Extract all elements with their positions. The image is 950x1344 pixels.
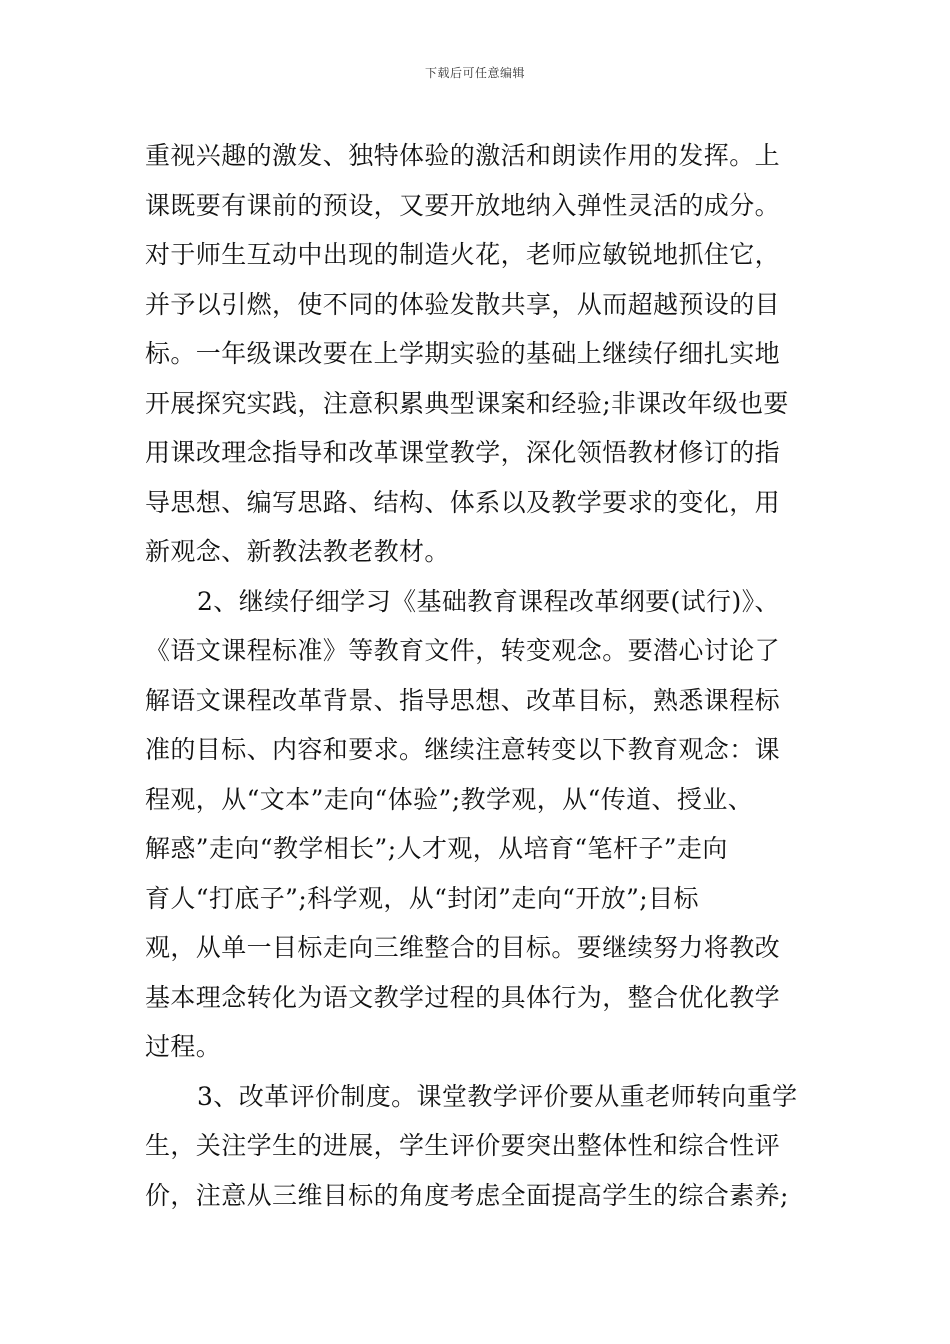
text-line: 准的目标、内容和要求。继续注意转变以下教育观念：课: [145, 735, 781, 764]
text-line: 开展探究实践，注意积累典型课案和经验;非课改年级也要: [145, 388, 789, 418]
text-line: 导思想、编写思路、结构、体系以及教学要求的变化，用: [145, 487, 781, 517]
document-body: [145, 131, 810, 1220]
text-line: 价，注意从三维目标的角度考虑全面提高学生的综合素养;: [145, 1180, 789, 1210]
text-line: 重视兴趣的激发、独特体验的激活和朗读作用的发挥。上: [145, 141, 781, 170]
text-line: 对于师生互动中出现的制造火花，老师应敏锐地抓住它，: [145, 240, 781, 269]
text-line: 育人“打底子”;科学观，从“封闭”走向“开放”;目标: [145, 883, 699, 913]
text-line: 《语文课程标准》等教育文件，转变观念。要潜心讨论了: [145, 636, 781, 665]
text-line: 课既要有课前的预设，又要开放地纳入弹性灵活的成分。: [145, 190, 781, 220]
text-line: 过程。: [145, 1032, 222, 1061]
text-line: 观，从单一目标走向三维整合的目标。要继续努力将教改: [145, 933, 781, 962]
text-line: 解惑”走向“教学相长”;人才观，从培育“笔杆子”走向: [145, 834, 728, 863]
paragraph-3-first-line: 3、改革评价制度。课堂教学评价要从重老师转向重学: [197, 1081, 798, 1111]
text-line: 用课改理念指导和改革课堂教学，深化领悟教材修订的指: [145, 438, 781, 467]
text-line: 基本理念转化为语文教学过程的具体行为，整合优化教学: [145, 982, 781, 1012]
text-line: 程观，从“文本”走向“体验”;教学观，从“传道、授业、: [145, 784, 754, 814]
text-line: 标。一年级课改要在上学期实验的基础上继续仔细扎实地: [145, 339, 781, 368]
paragraph-2-first-line: 2、继续仔细学习《基础教育课程改革纲要(试行)》、: [197, 586, 780, 616]
page-header: 下载后可任意编辑: [424, 66, 525, 80]
text-line: 解语文课程改革背景、指导思想、改革目标，熟悉课程标: [145, 685, 781, 715]
text-line: 新观念、新教法教老教材。: [145, 537, 450, 566]
text-line: 并予以引燃，使不同的体验发散共享，从而超越预设的目: [145, 289, 781, 319]
text-line: 生，关注学生的进展，学生评价要突出整体性和综合性评: [145, 1131, 781, 1160]
